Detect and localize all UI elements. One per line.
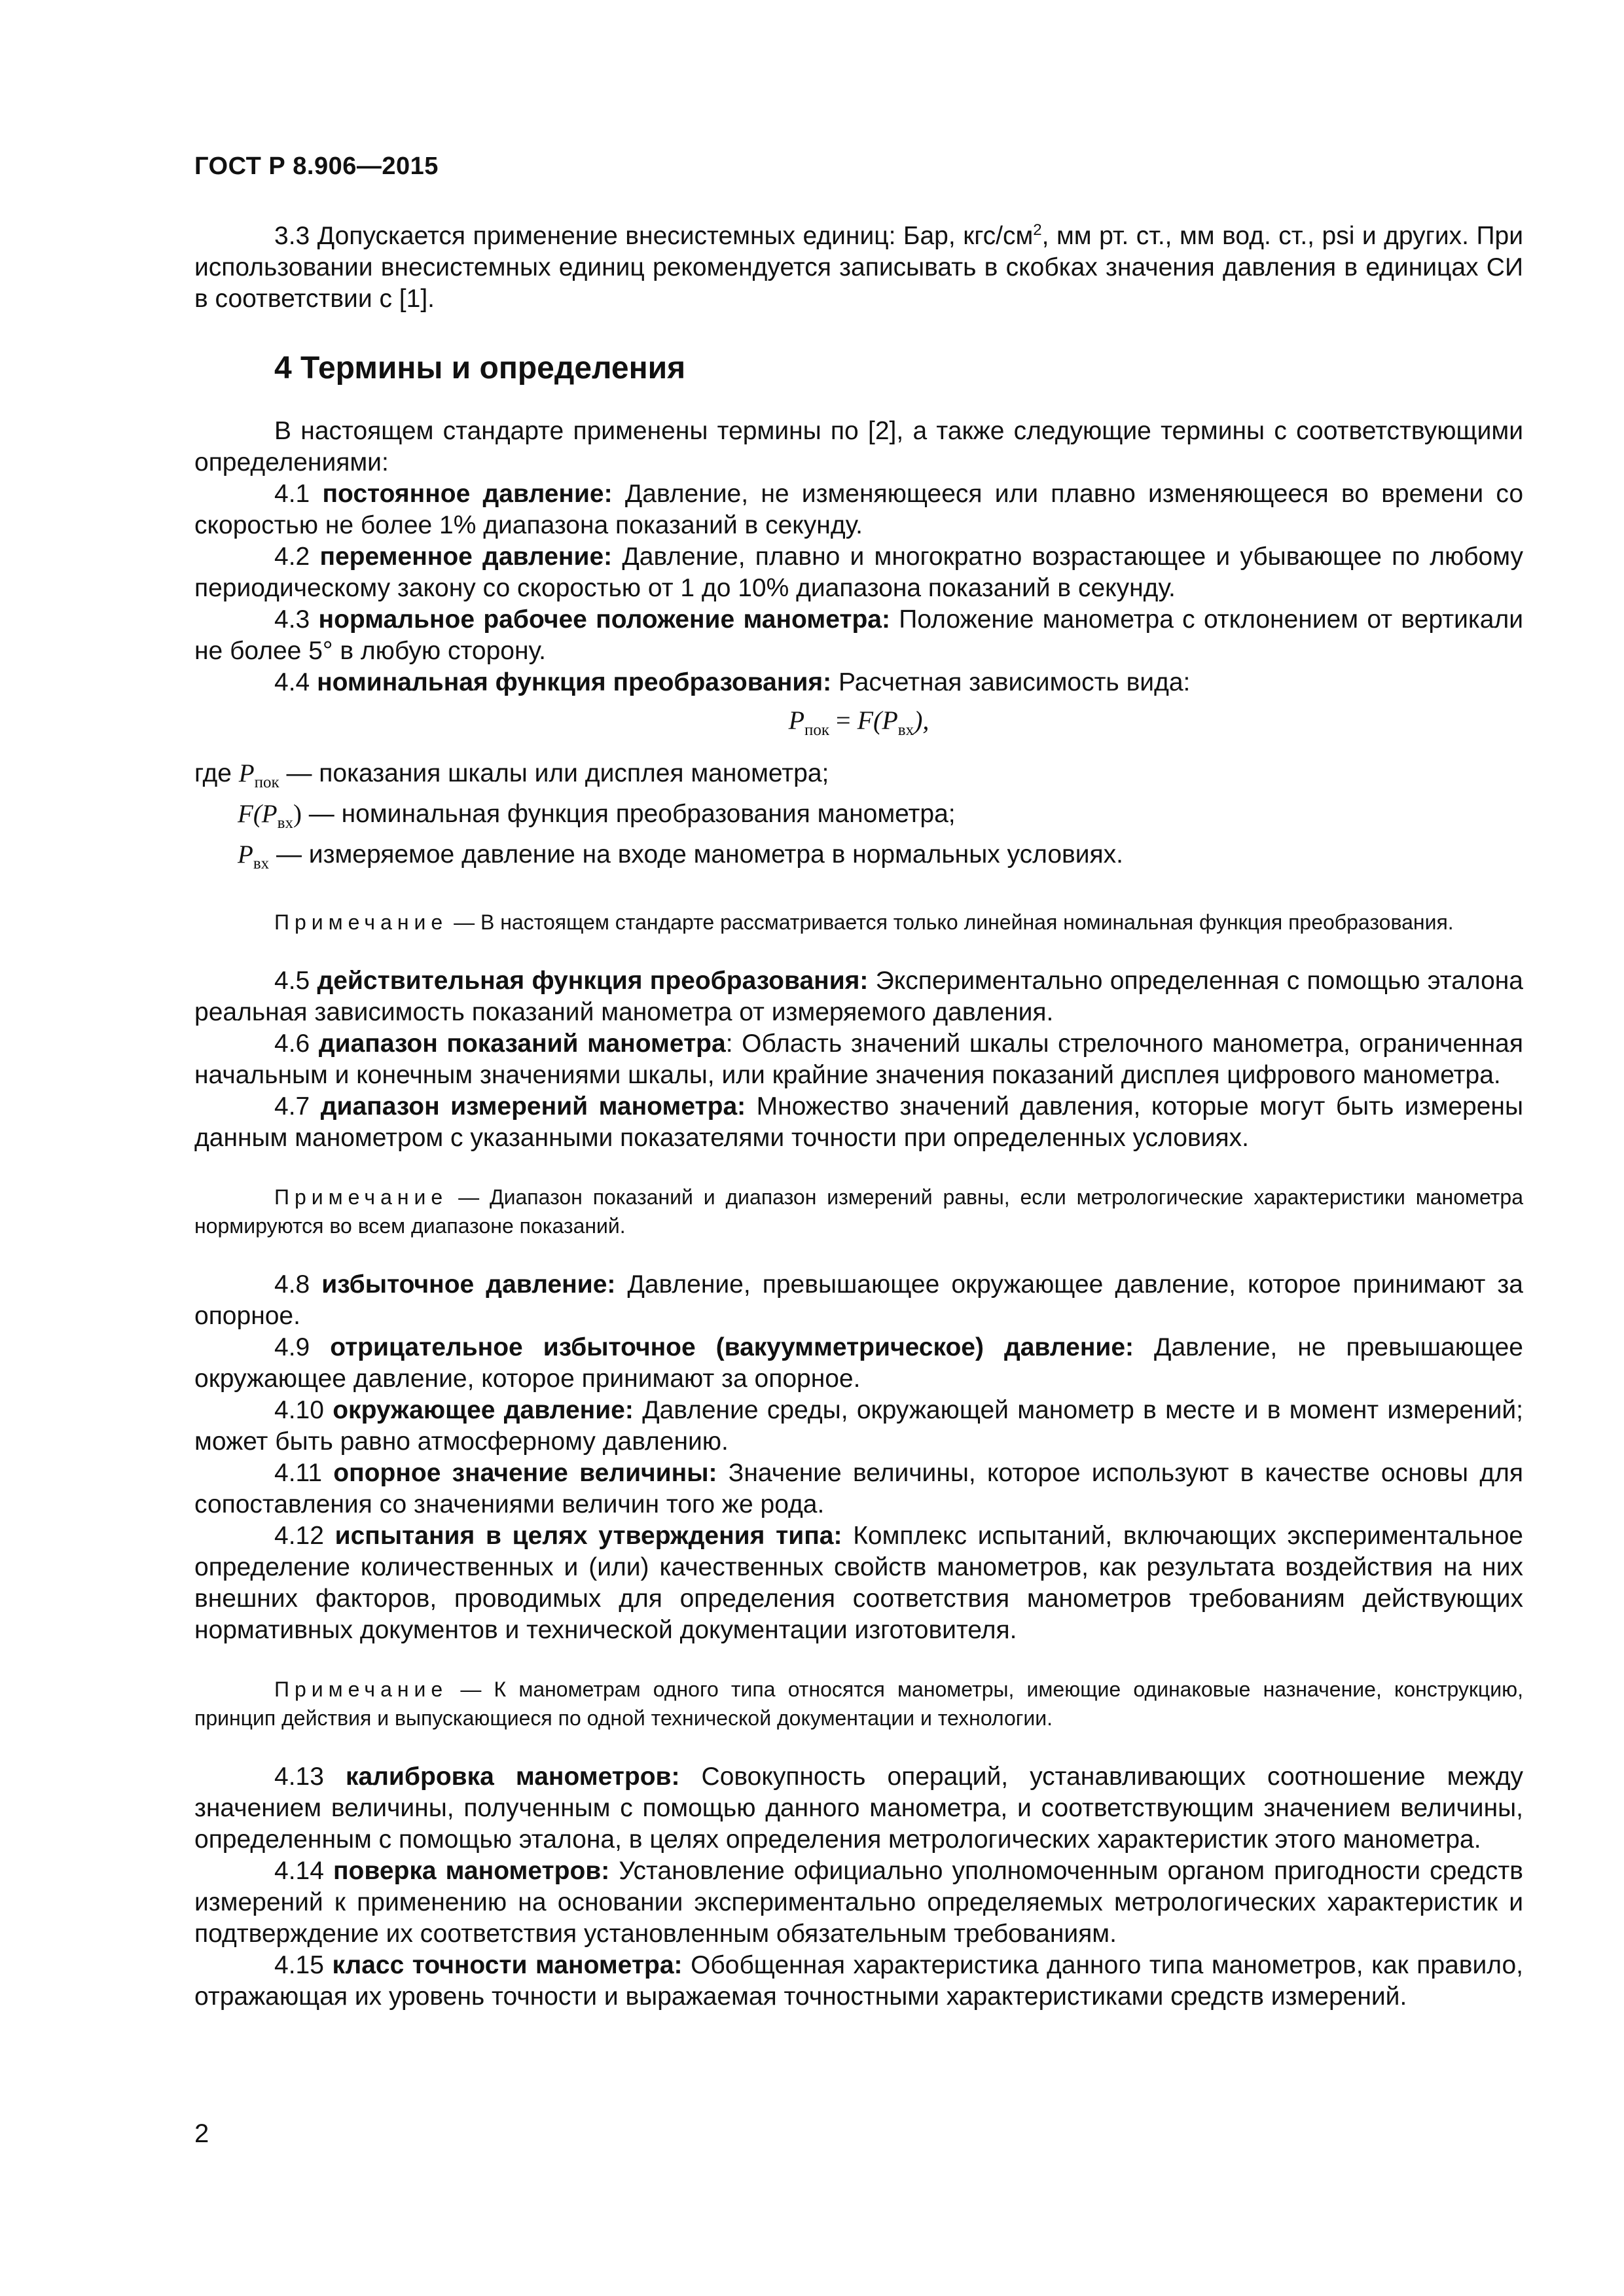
where-text: — показания шкалы или дисплея манометра; (279, 759, 829, 787)
formula-symbol: P (788, 706, 804, 735)
term-number: 4.13 (274, 1763, 324, 1791)
formula-subscript: пок (804, 721, 830, 739)
term-name: класс точности манометра: (332, 1951, 683, 1980)
term-number: 4.10 (274, 1396, 324, 1425)
term-4-4 (194, 667, 1523, 698)
term-definition: Расчетная зависимость вида: (838, 668, 1191, 696)
term-number: 4.4 (274, 668, 310, 696)
page-number: 2 (194, 2119, 209, 2148)
term-name: отрицательное избыточное (вакуумметрическое) давление: (330, 1333, 1134, 1362)
where-symbol: P (238, 840, 253, 869)
formula-subscript: вх (897, 721, 914, 739)
term-number: 4.14 (274, 1857, 324, 1886)
clause-3-3 (194, 215, 1523, 315)
clause-text: , мм рт. ст., мм вод. ст., psi и других. При использовании внесистемных единиц рекомендуется записывать в скобках значения давления в единицах СИ в соответствии с [1]. (194, 222, 1523, 313)
term-4-10 (194, 1395, 1523, 1458)
formula-function: F(P (857, 706, 898, 735)
term-4-11 (194, 1458, 1523, 1520)
term-number: 4.3 (274, 605, 310, 634)
term-number: 4.11 (274, 1459, 323, 1488)
note-text: — В настоящем стандарте рассматривается только линейная номинальная функция преобразования. (454, 910, 1454, 935)
term-number: 4.5 (274, 967, 310, 996)
term-4-13 (194, 1761, 1523, 1856)
term-definition: Давление, плавно и многократно возрастающее и убывающее по любому периодическому закону со скоростью от 1 до 10% диапазона показаний в секунду. (194, 543, 1523, 602)
term-definition: Обобщенная характеристика данного типа манометров, как правило, отражающая их уровень точности и выражаемая точностными характеристиками средств измерений. (194, 1951, 1523, 2011)
where-symbol: F(P (238, 799, 278, 828)
term-4-2 (194, 541, 1523, 604)
term-name: диапазон показаний манометра (318, 1030, 726, 1058)
term-definition: Экспериментально определенная с помощью эталона реальная зависимость показаний манометра от измеряемого давления. (194, 967, 1523, 1027)
term-name: постоянное давление: (322, 480, 613, 508)
term-name: избыточное давление: (321, 1270, 616, 1299)
term-definition: Давление, превышающее окружающее давление, которое принимают за опорное. (194, 1270, 1523, 1331)
term-definition: Положение манометра с отклонением от вертикали не более 5° в любую сторону. (194, 605, 1524, 665)
where-subscript: вх (253, 854, 270, 872)
term-number: 4.15 (274, 1951, 324, 1980)
term-4-5 (194, 965, 1523, 1028)
term-number: 4.7 (274, 1092, 310, 1121)
term-definition: Множество значений давления, которые могут быть измерены данным манометром с указанными показателями точности при определенных условиях. (194, 1092, 1523, 1153)
term-4-8 (194, 1269, 1523, 1332)
term-name: нормальное рабочее положение манометра: (318, 605, 890, 634)
term-name: номинальная функция преобразования: (317, 668, 832, 696)
term-name: поверка манометров: (333, 1857, 610, 1886)
term-number: 4.8 (274, 1270, 310, 1299)
page-body (194, 149, 1523, 2013)
where-subscript: вх (277, 814, 293, 832)
where-text: — номинальная функция преобразования манометра; (301, 799, 956, 828)
term-definition: Давление, не изменяющееся или плавно изменяющееся во времени со скоростью не более 1% диапазона показаний в секунду. (194, 480, 1524, 539)
term-number: 4.9 (274, 1333, 310, 1362)
formula-close: ), (914, 706, 929, 735)
term-definition: Совокупность операций, устанавливающих соотношение между значением величины, полученным с помощью данного манометра, и соответствующим значением величины, определенным с помощью эталона, в целях определения метрологических характеристик этого манометра. (194, 1763, 1523, 1854)
clause-number: 3.3 (274, 222, 310, 250)
term-number: 4.1 (274, 480, 310, 508)
term-4-9 (194, 1332, 1523, 1395)
term-definition: Давление, не превышающее окружающее давление, которое принимают за опорное. (194, 1333, 1523, 1393)
term-definition: Давление среды, окружающей манометр в месте и в момент измерений; может быть равно атмосферному давлению. (194, 1396, 1523, 1456)
term-name: диапазон измерений манометра: (320, 1092, 746, 1121)
note-text: — К манометрам одного типа относятся манометры, имеющие одинаковые назначение, конструкцию, принцип действия и выпускающиеся по одной технической документации и технологии. (194, 1677, 1523, 1731)
term-name: действительная функция преобразования: (317, 967, 869, 996)
term-definition: : Область значений шкалы стрелочного манометра, ограниченная начальным и конечным значениями шкалы, или крайние значения показаний дисплея цифрового манометра. (194, 1030, 1523, 1090)
term-4-15 (194, 1950, 1523, 2013)
term-4-3 (194, 604, 1523, 667)
note-label: Примечание (274, 910, 448, 935)
term-4-6 (194, 1028, 1523, 1091)
term-name: окружающее давление: (333, 1396, 634, 1425)
note (194, 1183, 1523, 1240)
term-definition: Комплекс испытаний, включающих экспериментальное определение количественных и (или) качественных свойств манометров, как результата воздействия на них внешних факторов, проводимых для определения соответствия манометров требованиям действующих нормативных документов и технической документации изготовителя. (194, 1522, 1523, 1645)
section-title: 4 Термины и определения (274, 351, 686, 386)
formula (194, 704, 1523, 747)
document-code-header: ГОСТ Р 8.906—2015 (194, 152, 439, 180)
note-label: Примечание (274, 1677, 448, 1702)
term-4-14 (194, 1856, 1523, 1950)
term-definition: Значение величины, которое используют в качестве основы для сопоставления со значениями величин того же рода. (194, 1459, 1523, 1519)
term-number: 4.6 (274, 1030, 310, 1058)
where-close: ) (293, 799, 302, 828)
term-name: переменное давление: (319, 543, 613, 571)
where-text: — измеряемое давление на входе манометра в нормальных условиях. (269, 840, 1123, 869)
section-intro: В настоящем стандарте применены термины по [2], а также следующие термины с соответствующими определениями: (194, 417, 1523, 476)
term-number: 4.12 (274, 1522, 324, 1551)
term-4-1 (194, 478, 1523, 541)
where-line (194, 798, 1523, 839)
where-line (194, 758, 1523, 798)
note-label: Примечание (274, 1185, 448, 1210)
term-name: калибровка манометров: (345, 1763, 680, 1791)
term-definition: Установление официально уполномоченным органом пригодности средств измерений к применению на основании экспериментально определяемых метрологических характеристик и подтверждение их соответствия установленным обязательным требованиям. (194, 1857, 1523, 1948)
where-prefix: где (194, 759, 239, 787)
note-text: — Диапазон показаний и диапазон измерений равны, если метрологические характеристики манометра нормируются во всем диапазоне показаний. (194, 1185, 1524, 1238)
term-number: 4.2 (274, 543, 310, 571)
term-name: испытания в целях утверждения типа: (334, 1522, 842, 1551)
term-4-7 (194, 1091, 1523, 1154)
where-symbol: P (238, 759, 255, 787)
where-subscript: пок (254, 773, 280, 791)
clause-text: Допускается применение внесистемных единиц: Бар, кгс/см (317, 222, 1034, 250)
note (194, 908, 1523, 937)
formula-equals: = (829, 706, 857, 735)
term-name: опорное значение величины: (333, 1459, 717, 1488)
where-line (194, 839, 1523, 880)
superscript: 2 (1033, 221, 1042, 239)
note (194, 1675, 1523, 1732)
term-4-12 (194, 1520, 1523, 1646)
